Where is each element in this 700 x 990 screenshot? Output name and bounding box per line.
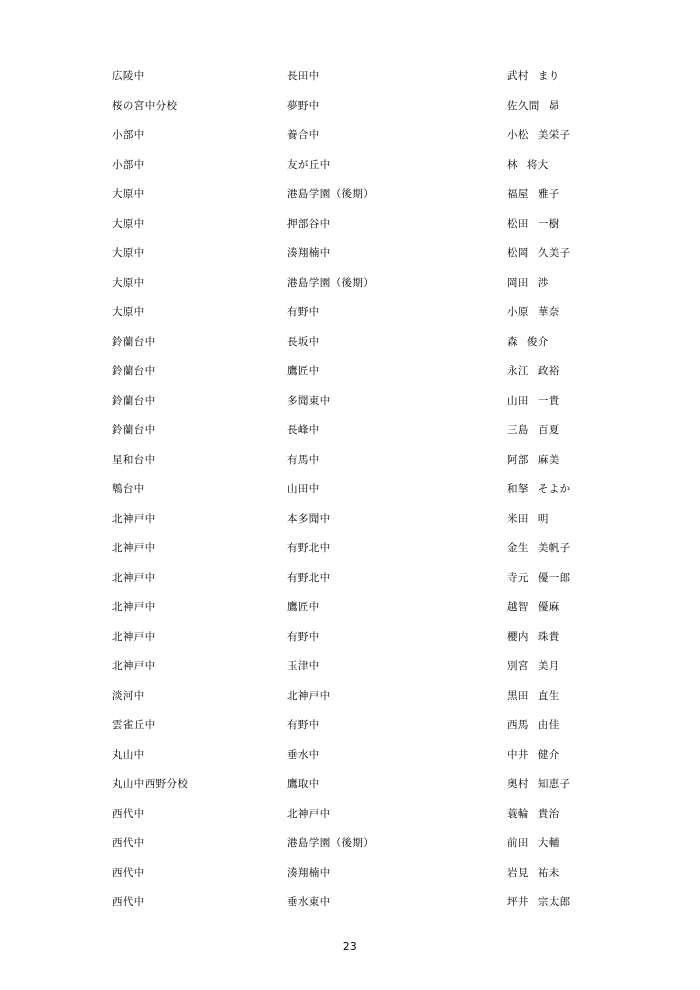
destination-cell: 長田中 — [287, 70, 320, 83]
school-cell: 星和台中 — [112, 453, 156, 466]
table-row — [112, 859, 592, 889]
school-cell: 大原中 — [112, 276, 145, 289]
destination-cell: 北神戸中 — [287, 807, 331, 820]
table-row — [112, 564, 592, 594]
name-cell — [507, 888, 592, 918]
school-cell: 北神戸中 — [112, 542, 156, 555]
name-family: 岩見 — [507, 866, 529, 879]
destination-cell: 本多聞中 — [287, 512, 331, 525]
name-cell — [507, 711, 592, 741]
name-cell — [507, 446, 592, 476]
name-given: 昴 — [548, 99, 560, 112]
destination-cell: 鷹匠中 — [287, 601, 320, 614]
name-family: 寺元 — [507, 571, 529, 584]
name-cell — [507, 92, 592, 122]
name-cell — [507, 62, 592, 92]
name-family: 山田 — [507, 394, 529, 407]
name-family: 前田 — [507, 837, 529, 850]
table-row — [112, 92, 592, 122]
name-family: 金生 — [507, 542, 529, 555]
name-given: 祐未 — [537, 866, 560, 879]
table-row — [112, 593, 592, 623]
destination-cell: 押部谷中 — [287, 217, 331, 230]
name-cell — [507, 682, 592, 712]
destination-cell: 港島学園（後期） — [287, 188, 375, 201]
table-row — [112, 623, 592, 653]
destination-cell: 港島学園（後期） — [287, 837, 375, 850]
destination-cell: 垂水東中 — [287, 896, 331, 909]
name-given: 由佳 — [537, 719, 560, 732]
destination-cell: 山田中 — [287, 483, 320, 496]
destination-cell: 有野北中 — [287, 542, 331, 555]
name-given: 美月 — [537, 660, 560, 673]
name-given: 貴治 — [537, 807, 560, 820]
name-family: 黒田 — [507, 689, 529, 702]
school-cell: 広陵中 — [112, 70, 145, 83]
school-cell: 西代中 — [112, 866, 145, 879]
destination-cell: 友が丘中 — [287, 158, 331, 171]
name-cell — [507, 623, 592, 653]
school-cell: 北神戸中 — [112, 630, 156, 643]
name-given: 美帆子 — [537, 542, 571, 555]
table-row — [112, 357, 592, 387]
name-family: 松岡 — [507, 247, 529, 260]
table-row — [112, 239, 592, 269]
destination-cell: 有馬中 — [287, 453, 320, 466]
table-row — [112, 121, 592, 151]
school-cell: 鈴蘭台中 — [112, 394, 156, 407]
name-cell — [507, 269, 592, 299]
table-row — [112, 475, 592, 505]
name-given: そよか — [537, 483, 571, 496]
name-cell — [507, 151, 592, 181]
name-given: 久美子 — [537, 247, 571, 260]
name-cell — [507, 416, 592, 446]
name-family: 西馬 — [507, 719, 529, 732]
name-given: 百夏 — [537, 424, 560, 437]
table-row — [112, 682, 592, 712]
destination-cell: 長坂中 — [287, 335, 320, 348]
name-cell — [507, 741, 592, 771]
name-given: 俊介 — [526, 335, 549, 348]
school-cell: 西代中 — [112, 807, 145, 820]
school-cell: 淡河中 — [112, 689, 145, 702]
table-row — [112, 888, 592, 918]
name-family: 佐久間 — [507, 99, 540, 112]
table-row — [112, 328, 592, 358]
name-cell — [507, 210, 592, 240]
destination-cell: 北神戸中 — [287, 689, 331, 702]
name-cell — [507, 593, 592, 623]
table-row — [112, 180, 592, 210]
school-cell: 北神戸中 — [112, 660, 156, 673]
table-row — [112, 387, 592, 417]
destination-cell: 垂水中 — [287, 748, 320, 761]
school-cell: 丸山中 — [112, 748, 145, 761]
name-family: 米田 — [507, 512, 529, 525]
table-row — [112, 741, 592, 771]
school-cell: 小部中 — [112, 129, 145, 142]
school-cell: 鈴蘭台中 — [112, 365, 156, 378]
name-cell — [507, 564, 592, 594]
name-cell — [507, 357, 592, 387]
table-row — [112, 151, 592, 181]
name-given: 明 — [537, 512, 549, 525]
name-family: 武村 — [507, 70, 529, 83]
table-row — [112, 62, 592, 92]
assignment-table — [112, 62, 592, 918]
name-cell — [507, 800, 592, 830]
table-row — [112, 446, 592, 476]
name-given: まり — [537, 70, 560, 83]
destination-cell: 多聞東中 — [287, 394, 331, 407]
name-cell — [507, 180, 592, 210]
name-cell — [507, 475, 592, 505]
school-cell: 北神戸中 — [112, 512, 156, 525]
table-row — [112, 416, 592, 446]
school-cell: 西代中 — [112, 896, 145, 909]
name-given: 麻美 — [537, 453, 560, 466]
name-family: 阿部 — [507, 453, 529, 466]
name-family: 林 — [507, 158, 518, 171]
table-row — [112, 770, 592, 800]
name-given: 優一郎 — [537, 571, 571, 584]
name-family: 岡田 — [507, 276, 529, 289]
school-cell: 桜の宮中分校 — [112, 99, 178, 112]
name-given: 一貴 — [537, 394, 560, 407]
name-family: 小原 — [507, 306, 529, 319]
school-cell: 大原中 — [112, 217, 145, 230]
name-family: 櫻内 — [507, 630, 529, 643]
table-row — [112, 269, 592, 299]
school-cell: 大原中 — [112, 306, 145, 319]
name-cell — [507, 121, 592, 151]
destination-cell: 有野中 — [287, 630, 320, 643]
name-family: 永江 — [507, 365, 529, 378]
name-given: 直生 — [537, 689, 560, 702]
school-cell: 雲雀丘中 — [112, 719, 156, 732]
destination-cell: 有野中 — [287, 719, 320, 732]
table-row — [112, 210, 592, 240]
name-cell — [507, 239, 592, 269]
name-family: 和拏 — [507, 483, 529, 496]
destination-cell: 養合中 — [287, 129, 320, 142]
school-cell: 鈴蘭台中 — [112, 335, 156, 348]
name-given: 将大 — [526, 158, 549, 171]
table-row — [112, 505, 592, 535]
table-row — [112, 298, 592, 328]
destination-cell: 有野中 — [287, 306, 320, 319]
name-cell — [507, 770, 592, 800]
school-cell: 丸山中西野分校 — [112, 778, 189, 791]
destination-cell: 玉津中 — [287, 660, 320, 673]
name-family: 奥村 — [507, 778, 529, 791]
destination-cell: 港島学園（後期） — [287, 276, 375, 289]
name-family: 福屋 — [507, 188, 529, 201]
name-given: 華奈 — [537, 306, 560, 319]
name-given: 雅子 — [537, 188, 560, 201]
name-cell — [507, 328, 592, 358]
school-cell: 鈴蘭台中 — [112, 424, 156, 437]
school-cell: 小部中 — [112, 158, 145, 171]
table-row — [112, 829, 592, 859]
destination-cell: 鷹匠中 — [287, 365, 320, 378]
name-family: 越智 — [507, 601, 529, 614]
name-family: 小松 — [507, 129, 529, 142]
name-cell — [507, 652, 592, 682]
name-family: 別宮 — [507, 660, 529, 673]
name-given: 宗太郎 — [537, 896, 571, 909]
name-family: 中井 — [507, 748, 529, 761]
table-row — [112, 800, 592, 830]
school-cell: 北神戸中 — [112, 601, 156, 614]
name-given: 珠貴 — [537, 630, 560, 643]
table-body — [112, 62, 592, 918]
name-family: 坪井 — [507, 896, 529, 909]
name-family: 三島 — [507, 424, 529, 437]
name-given: 政裕 — [537, 365, 560, 378]
name-cell — [507, 829, 592, 859]
school-cell: 北神戸中 — [112, 571, 156, 584]
destination-cell: 夢野中 — [287, 99, 320, 112]
destination-cell: 長峰中 — [287, 424, 320, 437]
name-given: 一樹 — [537, 217, 560, 230]
name-given: 渉 — [537, 276, 549, 289]
name-family: 松田 — [507, 217, 529, 230]
name-family: 森 — [507, 335, 518, 348]
table-row — [112, 711, 592, 741]
name-given: 大輔 — [537, 837, 560, 850]
name-cell — [507, 534, 592, 564]
destination-cell: 湊翔楠中 — [287, 247, 331, 260]
destination-cell: 鷹取中 — [287, 778, 320, 791]
school-cell: 大原中 — [112, 188, 145, 201]
school-cell: 大原中 — [112, 247, 145, 260]
name-given: 優麻 — [537, 601, 560, 614]
name-family: 蓑輪 — [507, 807, 529, 820]
school-cell: 鵯台中 — [112, 483, 145, 496]
name-cell — [507, 505, 592, 535]
destination-cell: 湊翔楠中 — [287, 866, 331, 879]
name-cell — [507, 387, 592, 417]
school-cell: 西代中 — [112, 837, 145, 850]
table-row — [112, 534, 592, 564]
name-given: 知恵子 — [537, 778, 571, 791]
page-number: 23 — [342, 941, 358, 953]
name-cell — [507, 859, 592, 889]
name-given: 健介 — [537, 748, 560, 761]
name-given: 美栄子 — [537, 129, 571, 142]
table-row — [112, 652, 592, 682]
name-cell — [507, 298, 592, 328]
destination-cell: 有野北中 — [287, 571, 331, 584]
